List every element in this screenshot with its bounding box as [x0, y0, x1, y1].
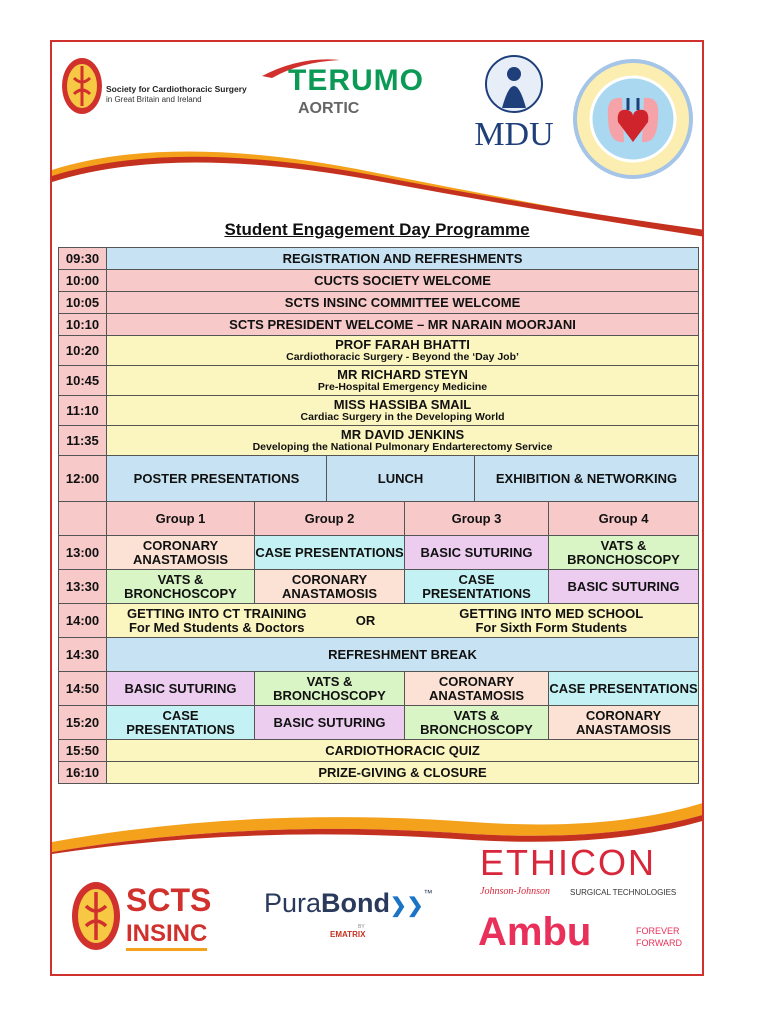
lunch-cell: LUNCH — [327, 456, 475, 502]
time-cell: 11:10 — [59, 396, 107, 426]
time-cell: 16:10 — [59, 762, 107, 784]
table-row — [59, 536, 699, 570]
workshop-cell: VATS & BRONCHOSCOPY — [107, 570, 255, 604]
session-title: MISS HASSIBA SMAIL — [333, 397, 472, 412]
session-title: MR RICHARD STEYN — [337, 367, 468, 382]
page-title: Student Engagement Day Programme — [224, 220, 530, 239]
workshop-cell: CORONARY ANASTAMOSIS — [405, 672, 549, 706]
workshop-cell: CASE PRESENTATIONS — [107, 706, 255, 740]
terumo-wordmark: TERUMO — [288, 64, 424, 97]
time-cell: 13:00 — [59, 536, 107, 570]
time-cell: 10:10 — [59, 314, 107, 336]
session-cell: PRIZE-GIVING & CLOSURE — [107, 762, 699, 784]
session-title: REGISTRATION AND REFRESHMENTS — [282, 250, 523, 266]
training-line: GETTING INTO CT TRAINING — [126, 605, 307, 621]
time-cell: 12:00 — [59, 456, 107, 502]
table-row — [59, 740, 699, 762]
workshop-cell: BASIC SUTURING — [405, 536, 549, 570]
ambu-tag1: FOREVER — [636, 926, 680, 936]
session-cell — [107, 270, 699, 292]
time-cell: 10:20 — [59, 336, 107, 366]
time-cell: 13:30 — [59, 570, 107, 604]
session-title: PROF FARAH BHATTI — [335, 337, 470, 352]
session-title: SCTS INSINC COMMITTEE WELCOME — [284, 294, 521, 310]
session-subtitle: Cardiac Surgery in the Developing World — [300, 411, 505, 423]
scts-insinc-logo — [70, 880, 232, 960]
workshop-cell: BASIC SUTURING — [255, 706, 405, 740]
workshop-cell: CORONARY ANASTAMOSIS — [549, 706, 699, 740]
mdu-crest-icon — [484, 54, 544, 116]
scts-emblem-icon — [60, 56, 104, 116]
time-cell: 14:00 — [59, 604, 107, 638]
table-row — [59, 366, 699, 396]
table-row — [59, 762, 699, 784]
training-line: GETTING INTO MED SCHOOL — [459, 605, 644, 621]
session-cell — [107, 292, 699, 314]
purabond-pura: Pura — [264, 888, 322, 918]
scts-name-line2: in Great Britain and Ireland — [106, 95, 202, 104]
break-cell: REFRESHMENT BREAK — [107, 638, 699, 672]
mdu-wordmark: MDU — [474, 116, 554, 153]
session-subtitle: Developing the National Pulmonary Endarterectomy Service — [252, 441, 553, 453]
time-cell: 10:00 — [59, 270, 107, 292]
time-cell: 15:20 — [59, 706, 107, 740]
terumo-aortic: AORTIC — [298, 100, 360, 117]
workshop-cell: CORONARY ANASTAMOSIS — [107, 536, 255, 570]
session-cell: CARDIOTHORACIC QUIZ — [107, 740, 699, 762]
session-cell — [107, 336, 699, 366]
session-cell — [107, 366, 699, 396]
table-row — [59, 638, 699, 672]
ambu-tag2: FORWARD — [636, 938, 682, 948]
table-row — [59, 396, 699, 426]
session-cell — [107, 314, 699, 336]
ethicon-wordmark: ETHICON — [480, 842, 656, 883]
group-header: Group 3 — [405, 502, 549, 536]
cucts-ring-text — [572, 58, 573, 59]
time-cell: 10:45 — [59, 366, 107, 396]
purabond-company: EMATRIX — [330, 930, 366, 939]
insinc-wordmark: INSINC — [126, 920, 207, 951]
table-row — [59, 426, 699, 456]
scts-logo — [60, 56, 245, 116]
time-cell: 11:35 — [59, 426, 107, 456]
empty-cell — [59, 502, 107, 536]
scts-wordmark: SCTS — [126, 882, 212, 918]
workshop-cell: BASIC SUTURING — [549, 570, 699, 604]
ethicon-ambu-logos — [478, 842, 698, 962]
workshop-cell: CORONARY ANASTAMOSIS — [255, 570, 405, 604]
table-row — [59, 336, 699, 366]
purabond-bond: Bond — [321, 888, 391, 918]
workshop-cell: BASIC SUTURING — [107, 672, 255, 706]
session-subtitle: Pre-Hospital Emergency Medicine — [317, 381, 488, 393]
purabond-logo — [264, 888, 464, 958]
time-cell: 14:30 — [59, 638, 107, 672]
session-title: CUCTS SOCIETY WELCOME — [314, 272, 491, 288]
time-cell: 15:50 — [59, 740, 107, 762]
table-row — [59, 314, 699, 336]
session-subtitle: Cardiothoracic Surgery - Beyond the ‘Day Job’ — [286, 351, 519, 363]
table-row — [59, 672, 699, 706]
or-cell: OR — [327, 604, 405, 638]
group-header: Group 1 — [107, 502, 255, 536]
table-row — [59, 292, 699, 314]
time-cell: 09:30 — [59, 248, 107, 270]
scts-name-line1: Society for Cardiothoracic Surgery — [106, 84, 247, 94]
terumo-logo — [260, 54, 465, 124]
workshop-cell: CASE PRESENTATIONS — [405, 570, 549, 604]
poster-cell: POSTER PRESENTATIONS — [107, 456, 327, 502]
group-header: Group 2 — [255, 502, 405, 536]
training-line: For Med Students & Doctors — [128, 619, 305, 635]
exhibition-cell: EXHIBITION & NETWORKING — [475, 456, 699, 502]
workshop-cell: VATS & BRONCHOSCOPY — [405, 706, 549, 740]
group-header: Group 4 — [549, 502, 699, 536]
workshop-cell: VATS & BRONCHOSCOPY — [255, 672, 405, 706]
programme-table — [58, 247, 699, 784]
workshop-cell: VATS & BRONCHOSCOPY — [549, 536, 699, 570]
time-cell: 10:05 — [59, 292, 107, 314]
workshop-cell: CASE PRESENTATIONS — [549, 672, 699, 706]
table-row — [59, 456, 699, 502]
ct-training-cell — [107, 604, 327, 638]
table-row — [59, 248, 699, 270]
table-row — [59, 604, 699, 638]
session-cell — [107, 396, 699, 426]
session-title: SCTS PRESIDENT WELCOME – MR NARAIN MOORJANI — [229, 316, 576, 332]
jj-wordmark: Johnson-Johnson — [480, 886, 550, 897]
table-row — [59, 502, 699, 536]
table-row — [59, 570, 699, 604]
ambu-wordmark: Ambu — [478, 910, 592, 954]
purabond-tm: ™ — [423, 888, 433, 898]
med-school-cell — [405, 604, 699, 638]
training-line: For Sixth Form Students — [475, 619, 628, 635]
time-cell: 14:50 — [59, 672, 107, 706]
chevrons-icon: ❯❯ — [390, 895, 424, 917]
programme-poster — [50, 40, 704, 976]
purabond-by: BY — [358, 924, 365, 930]
table-row — [59, 270, 699, 292]
table-row — [59, 706, 699, 740]
session-cell — [107, 248, 699, 270]
session-title: MR DAVID JENKINS — [340, 427, 465, 442]
scts-emblem-icon — [70, 880, 122, 952]
workshop-cell: CASE PRESENTATIONS — [255, 536, 405, 570]
session-cell — [107, 426, 699, 456]
jj-sub: SURGICAL TECHNOLOGIES — [570, 888, 677, 897]
